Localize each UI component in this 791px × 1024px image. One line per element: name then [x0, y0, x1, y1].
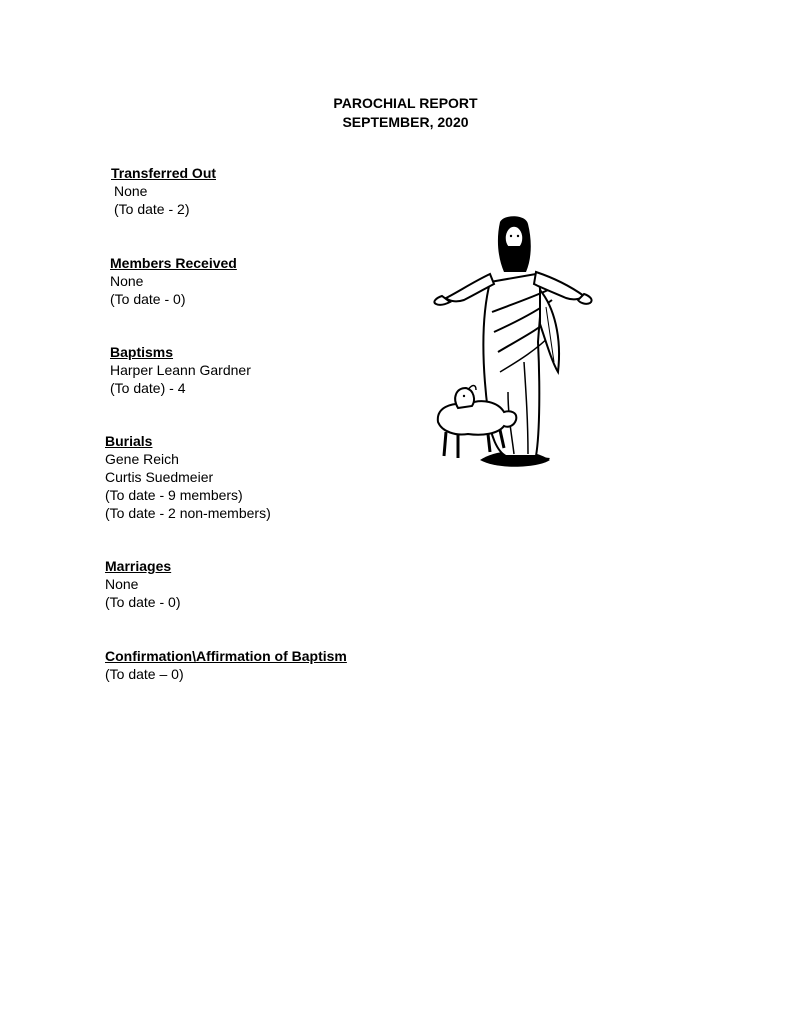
jesus-with-lamb-icon [428, 212, 598, 474]
section-heading: Transferred Out [111, 165, 217, 181]
section-line: Gene Reich [105, 451, 179, 467]
section-transferred-out [111, 164, 216, 218]
section-confirmation-affirmation [105, 647, 347, 683]
section-line: (To date - 9 members) [105, 487, 243, 503]
section-line: None [105, 576, 139, 592]
section-heading: Confirmation\Affirmation of Baptism [105, 648, 347, 664]
section-members-received [110, 254, 237, 308]
section-line: (To date – 0) [105, 666, 184, 682]
section-heading: Burials [105, 433, 153, 449]
section-line: (To date) - 4 [110, 380, 186, 396]
report-month: SEPTEMBER, 2020 [342, 114, 469, 130]
section-line: (To date - 2 non-members) [105, 505, 271, 521]
report-title: PAROCHIAL REPORT [333, 95, 478, 111]
section-baptisms [110, 343, 251, 397]
section-line: Curtis Suedmeier [105, 469, 214, 485]
section-line: (To date - 0) [105, 594, 181, 610]
section-burials [105, 432, 271, 522]
section-line: Harper Leann Gardner [110, 362, 251, 378]
section-line: None [110, 273, 144, 289]
section-heading: Marriages [105, 558, 172, 574]
section-line: (To date - 0) [110, 291, 186, 307]
section-marriages [105, 557, 180, 611]
section-heading: Baptisms [110, 344, 174, 360]
section-line: (To date - 2) [114, 201, 190, 217]
report-title-block [0, 94, 791, 132]
section-line: None [114, 183, 148, 199]
section-heading: Members Received [110, 255, 237, 271]
